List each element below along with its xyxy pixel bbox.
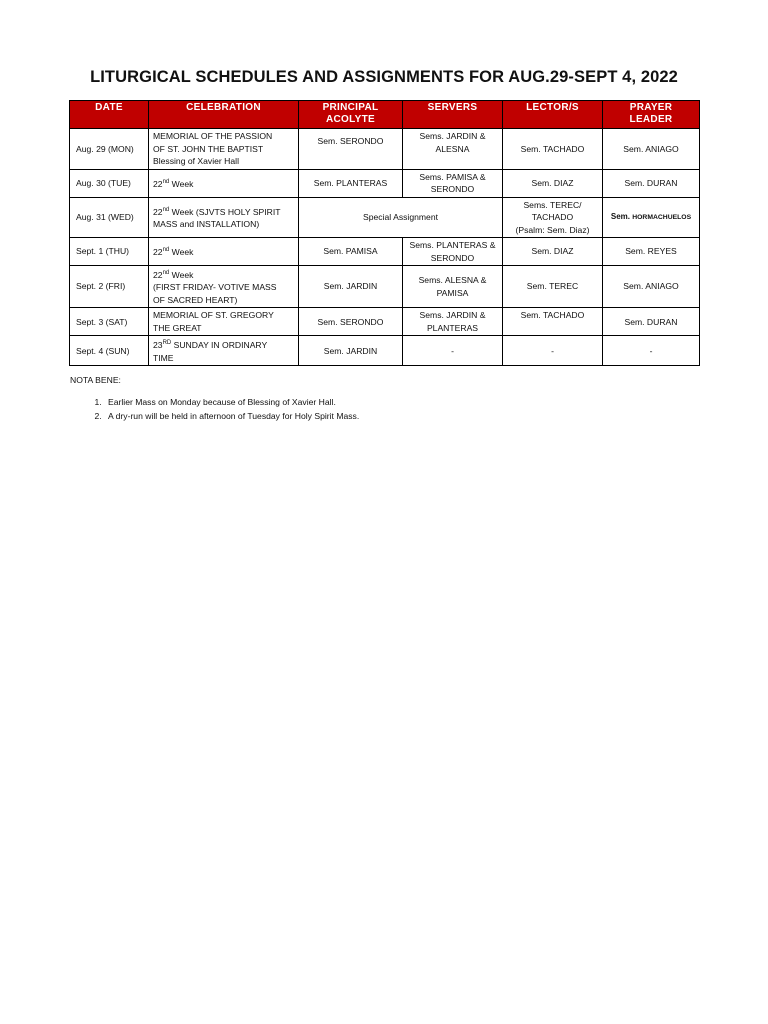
servers-cell [403,266,503,308]
celebration-cell [149,169,299,197]
table-row [70,238,700,266]
table-row [70,197,700,238]
servers-cell [403,238,503,266]
celebration-ordinal-number: 22 [153,247,163,258]
celebration-text: Week (SJVTS HOLY SPIRIT [169,206,281,217]
celebration-text: SUNDAY IN ORDINARY [171,340,268,351]
prayer-leader-prefix: Sem. [610,212,633,221]
table-row [70,336,700,366]
prayer-leader-cell: Sem. ANIAGO [603,129,700,170]
celebration-line: MASS and INSTALLATION) [153,219,260,230]
list-item: 2. A dry-run will be held in afternoon of Tuesday for Holy Spirit Mass. [104,410,359,422]
celebration-line: THE GREAT [153,322,202,333]
celebration-cell [149,336,299,366]
column-header-date: DATE [70,101,149,129]
column-header-prayer-leader [603,101,700,129]
acolyte-cell: Sem. JARDIN [299,336,403,366]
lector-cell: Sem. TACHADO [503,308,603,336]
celebration-line: (FIRST FRIDAY- VOTIVE MASS [153,282,277,293]
column-header-lectors: LECTOR/S [503,101,603,129]
prayer-leader-cell: Sem. ANIAGO [603,266,700,308]
servers-cell [403,129,503,170]
servers-line: PAMISA [436,287,469,298]
celebration-line: MEMORIAL OF ST. GREGORY [153,310,274,321]
acolyte-cell: Sem. PLANTERAS [299,169,403,197]
servers-cell [403,308,503,336]
column-header-prayer-leader-line2: LEADER [629,114,673,125]
celebration-cell [149,266,299,308]
lector-cell: - [503,336,603,366]
special-assignment-cell: Special Assignment [299,197,503,238]
celebration-text: Week [169,269,194,280]
date-cell: Aug. 31 (WED) [70,197,149,238]
column-header-principal-acolyte-line2: ACOLYTE [326,114,375,125]
celebration-ordinal-number: 23 [153,340,163,351]
celebration-ordinal-suffix: nd [162,206,170,213]
prayer-leader-cell [603,197,700,238]
servers-line: PLANTERAS [426,322,479,333]
celebration-line: OF ST. JOHN THE BAPTIST [153,143,264,154]
column-header-celebration: CELEBRATION [149,101,299,129]
servers-line: Sems. JARDIN & [419,310,486,321]
celebration-ordinal-suffix: nd [162,178,170,185]
celebration-line: TIME [153,352,174,363]
celebration-ordinal-number: 22 [153,206,163,217]
header-row [70,101,700,129]
celebration-text: Week [169,178,194,189]
servers-line: Sems. PAMISA & [419,171,486,182]
prayer-leader-name: HORMACHUELOS [632,214,692,221]
prayer-leader-cell: Sem. DURAN [603,169,700,197]
lector-cell: Sem. TACHADO [503,129,603,170]
prayer-leader-cell: Sem. DURAN [603,308,700,336]
lector-line: (Psalm: Sem. Diaz) [515,224,590,235]
celebration-ordinal-number: 22 [153,269,163,280]
celebration-line: MEMORIAL OF THE PASSION [153,131,273,141]
servers-line: SERONDO [430,184,475,194]
notes-section [70,374,359,424]
prayer-leader-cell: Sem. REYES [603,238,700,266]
servers-cell: - [403,336,503,366]
acolyte-cell: Sem. JARDIN [299,266,403,308]
lector-cell [503,197,603,238]
lector-line: Sems. TEREC/ [523,199,582,210]
celebration-cell [149,129,299,170]
celebration-ordinal-suffix: RD [162,340,172,347]
schedule-table [69,100,700,366]
servers-line: SERONDO [430,252,475,263]
column-header-prayer-leader-line1: PRAYER [629,102,673,113]
date-cell: Aug. 30 (TUE) [70,169,149,197]
date-cell: Sept. 2 (FRI) [70,266,149,308]
celebration-ordinal-suffix: nd [162,247,170,254]
date-cell: Sept. 1 (THU) [70,238,149,266]
acolyte-cell: Sem. SERONDO [299,308,403,336]
lector-cell: Sem. TEREC [503,266,603,308]
table-row [70,169,700,197]
column-header-principal-acolyte-line1: PRINCIPAL [322,102,379,113]
lector-cell: Sem. DIAZ [503,238,603,266]
notes-list [70,396,359,422]
prayer-leader-cell: - [603,336,700,366]
acolyte-cell: Sem. SERONDO [299,129,403,170]
column-header-servers: SERVERS [403,101,503,129]
lector-line: TACHADO [531,212,574,222]
servers-line: ALESNA [435,143,470,154]
servers-cell [403,169,503,197]
table-row [70,129,700,170]
list-item: 1. Earlier Mass on Monday because of Blessing of Xavier Hall. [104,396,359,408]
servers-line: Sems. ALESNA & [418,275,487,286]
lector-cell: Sem. DIAZ [503,169,603,197]
acolyte-cell: Sem. PAMISA [299,238,403,266]
date-cell: Sept. 3 (SAT) [70,308,149,336]
celebration-text: Week [169,247,194,258]
servers-line: Sems. PLANTERAS & [409,240,496,250]
celebration-cell [149,197,299,238]
notes-heading: NOTA BENE: [70,375,121,385]
celebration-cell [149,308,299,336]
servers-line: Sems. JARDIN & [419,131,486,141]
celebration-ordinal-number: 22 [153,178,163,189]
celebration-cell [149,238,299,266]
celebration-ordinal-suffix: nd [162,270,170,276]
table-row [70,266,700,308]
table-row [70,308,700,336]
celebration-line: Blessing of Xavier Hall [153,156,239,166]
page-title: LITURGICAL SCHEDULES AND ASSIGNMENTS FOR AUG.29-SEPT 4, 2022 [90,68,678,86]
celebration-line: OF SACRED HEART) [153,294,238,305]
column-header-principal-acolyte [299,101,403,129]
date-cell: Aug. 29 (MON) [70,129,149,170]
date-cell: Sept. 4 (SUN) [70,336,149,366]
